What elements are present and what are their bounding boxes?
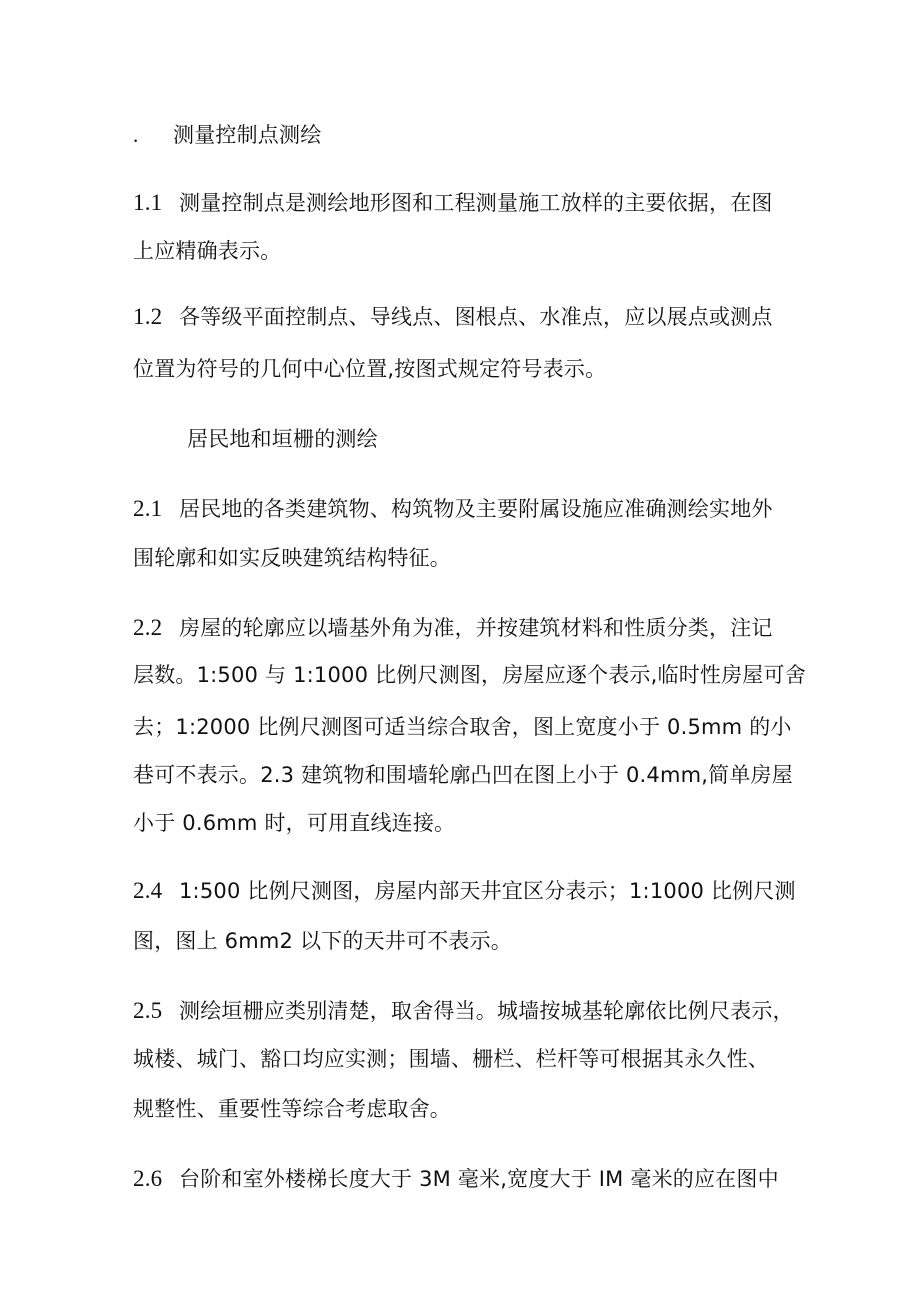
paragraph-line <box>133 354 813 384</box>
paragraph-text: 位置为符号的几何中心位置,按图式规定符号表示。 <box>133 357 607 381</box>
paragraph-text: 围轮廓和如实反映建筑结构特征。 <box>133 546 451 570</box>
paragraph-line <box>133 494 813 524</box>
paragraph-line <box>133 302 813 332</box>
paragraph-text: 测绘垣栅应类别清楚，取舍得当。城墙按城基轮廓依比例尺表示， <box>179 999 794 1023</box>
paragraph-line <box>133 996 813 1026</box>
paragraph-number: 2.4 <box>133 878 163 903</box>
paragraph-line <box>133 236 813 266</box>
paragraph-text: 小于 0.6mm 时，可用直线连接。 <box>133 811 456 835</box>
paragraph-text: 上应精确表示。 <box>133 239 282 263</box>
paragraph-number: 2.6 <box>133 1166 163 1191</box>
paragraph-number: 2.5 <box>133 998 163 1023</box>
paragraph-number: 2.2 <box>133 615 163 640</box>
paragraph-line <box>133 1094 813 1124</box>
paragraph-line <box>133 660 813 690</box>
paragraph-text: 城楼、城门、豁口均应实测；围墙、栅栏、栏杆等可根据其永久性、 <box>133 1047 769 1071</box>
paragraph-text: 图，图上 6mm2 以下的天井可不表示。 <box>133 929 512 953</box>
paragraph-line <box>133 926 813 956</box>
paragraph-text: 居民地的各类建筑物、构筑物及主要附属设施应准确测绘实地外 <box>179 497 773 521</box>
paragraph-line <box>133 712 813 742</box>
paragraph-text: 规整性、重要性等综合考虑取舍。 <box>133 1097 451 1121</box>
paragraph-number: 1.1 <box>133 190 163 215</box>
paragraph-line <box>133 1164 813 1194</box>
paragraph-line <box>133 543 813 573</box>
paragraph-line <box>133 613 813 643</box>
paragraph-text: 巷可不表示。2.3 建筑物和围墙轮廓凸凹在图上小于 0.4mm,简单房屋 <box>133 763 793 787</box>
paragraph-text: 层数。1:500 与 1:1000 比例尺测图，房屋应逐个表示,临时性房屋可舍 <box>133 663 806 687</box>
heading-text: 居民地和垣栅的测绘 <box>187 427 378 451</box>
paragraph-line <box>133 808 813 838</box>
paragraph-text: 1:500 比例尺测图，房屋内部天井宜区分表示；1:1000 比例尺测 <box>179 879 796 903</box>
paragraph-line <box>133 1044 813 1074</box>
paragraph-line <box>133 188 813 218</box>
paragraph-text: 去；1:2000 比例尺测图可适当综合取舍，图上宽度小于 0.5mm 的小 <box>133 715 792 739</box>
heading-marker: . <box>133 123 139 147</box>
section-heading <box>133 120 813 150</box>
paragraph-text: 测量控制点是测绘地形图和工程测量施工放样的主要依据，在图 <box>179 191 773 215</box>
paragraph-text: 房屋的轮廓应以墙基外角为准，并按建筑材料和性质分类，注记 <box>179 616 773 640</box>
heading-text: 测量控制点测绘 <box>173 123 322 147</box>
paragraph-number: 1.2 <box>133 304 163 329</box>
paragraph-text: 各等级平面控制点、导线点、图根点、水准点，应以展点或测点 <box>179 305 773 329</box>
paragraph-line <box>133 876 813 906</box>
paragraph-line <box>133 760 813 790</box>
paragraph-text: 台阶和室外楼梯长度大于 3M 毫米,宽度大于 IM 毫米的应在图中 <box>179 1167 779 1191</box>
paragraph-number: 2.1 <box>133 496 163 521</box>
section-heading <box>187 424 867 454</box>
